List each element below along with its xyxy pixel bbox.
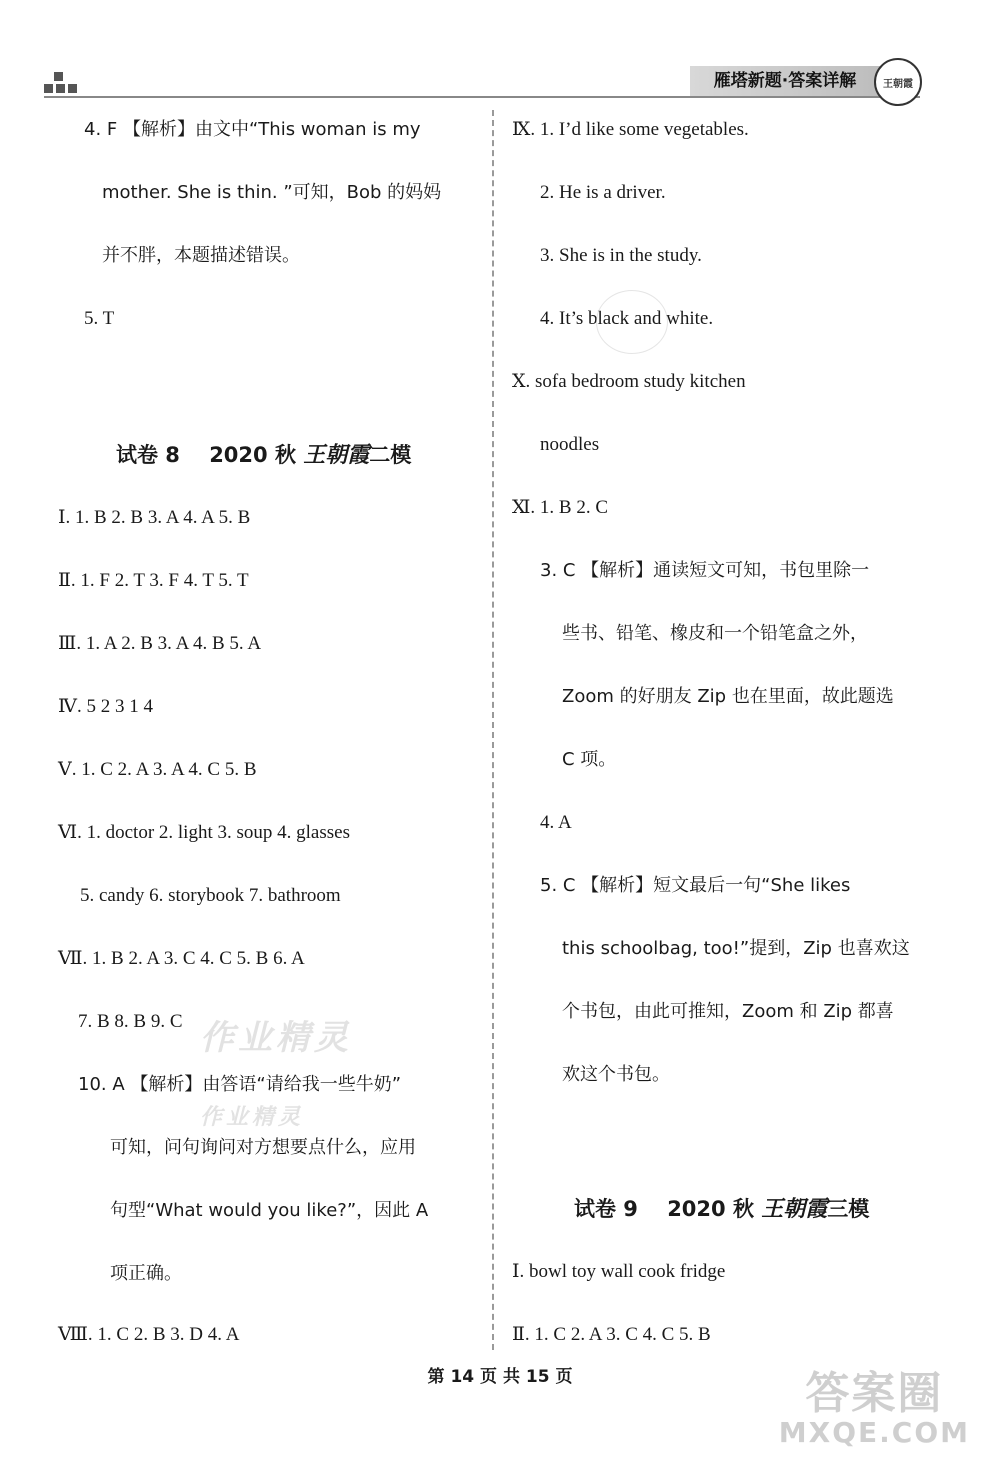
answer-line: Ⅲ. 1. A 2. B 3. A 4. B 5. A (58, 633, 262, 654)
answer-line: this schoolbag, too!”提到，Zip 也喜欢这 (562, 938, 910, 959)
answer-line: 4. It’s black and white. (540, 308, 714, 329)
answer-line: Ⅴ. 1. C 2. A 3. A 4. C 5. B (58, 759, 257, 780)
answer-line: Ⅱ. 1. C 2. A 3. C 4. C 5. B (512, 1324, 711, 1345)
header-title: 雁塔新题·答案详解 (690, 66, 880, 96)
answer-line: Ⅺ. 1. B 2. C (512, 497, 609, 518)
answer-line: Ⅷ. 1. C 2. B 3. D 4. A (58, 1324, 240, 1345)
answer-line: Zoom 的好朋友 Zip 也在里面，故此题选 (562, 686, 894, 707)
corner-watermark (779, 1370, 970, 1449)
answer-line: mother. She is thin. ”可知，Bob 的妈妈 (102, 182, 442, 203)
watermark-text: 作业精灵 (200, 1105, 305, 1130)
answer-line: Ⅱ. 1. F 2. T 3. F 4. T 5. T (58, 570, 249, 591)
column-divider (492, 110, 494, 1350)
answer-line: Ⅰ. bowl toy wall cook fridge (512, 1261, 726, 1282)
section-label: 试卷 9 (574, 1197, 638, 1221)
answer-line: 3. She is in the study. (540, 245, 702, 266)
answer-line: 项正确。 (110, 1263, 182, 1284)
answer-line: 句型“What would you like?”，因此 A (110, 1200, 429, 1221)
answer-line: 可知，问句询问对方想要点什么，应用 (110, 1137, 416, 1158)
answer-line: 4. A (540, 812, 572, 833)
answer-line: Ⅳ. 5 2 3 1 4 (58, 696, 153, 717)
answer-line: 5. T (84, 308, 115, 329)
answer-line: 些书、铅笔、橡皮和一个铅笔盒之外， (562, 623, 868, 644)
answer-line: Ⅶ. 1. B 2. A 3. C 4. C 5. B 6. A (58, 948, 305, 969)
answer-line: 欢这个书包。 (562, 1064, 670, 1085)
stamp-image (596, 290, 668, 354)
section-year: 2020 秋 (667, 1197, 754, 1221)
section-label: 试卷 8 (116, 443, 180, 467)
section-heading-8 (116, 438, 411, 469)
answer-line: 4. F 【解析】由文中“This woman is my (84, 119, 421, 140)
section-suffix: 二模 (369, 443, 412, 467)
header-rule (44, 96, 920, 98)
section-brand: 王朝霞 (303, 442, 370, 468)
answer-line: 5. candy 6. storybook 7. bathroom (80, 885, 341, 906)
answer-line: 个书包，由此可推知，Zoom 和 Zip 都喜 (562, 1001, 894, 1022)
publisher-logo: 王朝霞 (874, 58, 922, 106)
page-number: 第 14 页 共 15 页 (427, 1367, 573, 1387)
answer-line: Ⅰ. 1. B 2. B 3. A 4. A 5. B (58, 507, 251, 528)
answer-line: 5. C 【解析】短文最后一句“She likes (540, 875, 851, 896)
section-year: 2020 秋 (209, 443, 296, 467)
answer-line: Ⅸ. 1. I’d like some vegetables. (512, 119, 749, 140)
answer-line: noodles (540, 434, 600, 455)
watermark-text: 作业精灵 (200, 1018, 352, 1058)
answer-line: Ⅹ. sofa bedroom study kitchen (512, 371, 746, 392)
section-brand: 王朝霞 (761, 1196, 828, 1222)
answer-line: C 项。 (562, 749, 617, 770)
section-suffix: 三模 (827, 1197, 870, 1221)
watermark-title: 答案圈 (805, 1368, 944, 1419)
answer-line: 2. He is a driver. (540, 182, 666, 203)
answer-line: 10. A 【解析】由答语“请给我一些牛奶” (78, 1074, 402, 1095)
answer-line: Ⅵ. 1. doctor 2. light 3. soup 4. glasses (58, 822, 350, 843)
section-heading-9 (574, 1192, 869, 1223)
watermark-url: MXQE.COM (778, 1416, 970, 1450)
answer-line: 3. C 【解析】通读短文可知，书包里除一 (540, 560, 870, 581)
answer-line: 并不胖，本题描述错误。 (102, 245, 300, 266)
answer-line: 7. B 8. B 9. C (78, 1011, 183, 1032)
